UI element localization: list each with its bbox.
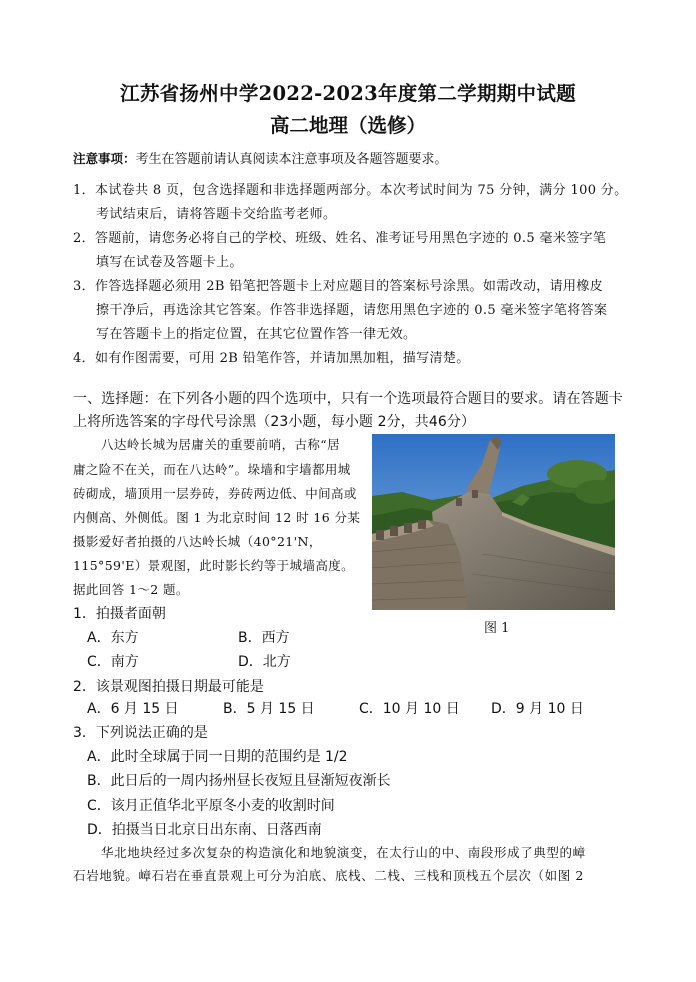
question-option: D．9 月 10 日 <box>491 701 584 717</box>
notice-line: 4．如有作图需要，可用 2B 铅笔作答，并请加黑加粗，描写清楚。 <box>73 351 470 366</box>
passage-line: 庸之险不在关，而在八达岭”。垛墙和宇墙都用城 <box>73 462 351 477</box>
notice-line: 2．答题前，请您务必将自己的学校、班级、姓名、准考证号用黑色字迹的 0.5 毫米签字笔 <box>73 231 607 246</box>
question-option: C．南方 <box>87 654 139 670</box>
passage-line: 石岩地貌。嶂石岩在垂直景观上可分为泊底、底栈、二栈、三栈和顶栈五个层次（如图 2 <box>73 868 584 883</box>
passage-line: 摄影爱好者拍摄的八达岭长城（40°21'N， <box>73 534 322 549</box>
great-wall-photo <box>372 434 615 610</box>
question-stem: 2．该景观图拍摄日期最可能是 <box>73 679 264 695</box>
exam-title: 江苏省扬州中学2022-2023年度第二学期期中试题 <box>120 82 576 105</box>
question-option: C．10 月 10 日 <box>359 701 460 717</box>
passage-line: 内侧高、外侧低。图 1 为北京时间 12 时 16 分某 <box>73 510 361 525</box>
notice-heading <box>73 148 448 167</box>
notice-line: 擦干净后，再选涂其它答案。作答非选择题，请您用黑色字迹的 0.5 毫米签字笔将答案 <box>96 303 608 318</box>
notice-intro: 考生在答题前请认真阅读本注意事项及各题答题要求。 <box>135 152 448 167</box>
question-option: B．5 月 15 日 <box>223 701 315 717</box>
notice-label: 注意事项： <box>73 151 136 166</box>
question-option: D．北方 <box>238 654 291 670</box>
question-option: A．此时全球属于同一日期的范围约是 1/2 <box>87 749 348 765</box>
question-option: A．东方 <box>87 630 139 646</box>
passage-line: 砖砌成，墙顶用一层券砖，券砖两边低、中间高或 <box>73 486 357 501</box>
question-option: D．拍摄当日北京日出东南、日落西南 <box>87 822 322 838</box>
notice-line: 1．本试卷共 8 页，包含选择题和非选择题两部分。本次考试时间为 75 分钟，满分 100 分。 <box>73 183 628 198</box>
question-option: A．6 月 15 日 <box>87 701 179 717</box>
question-stem: 1．拍摄者面朝 <box>73 606 166 622</box>
passage-line: 八达岭长城为居庸关的重要前哨，古称“居 <box>101 437 340 452</box>
exam-subtitle: 高二地理（选修） <box>269 114 426 137</box>
notice-line: 3．作答选择题必须用 2B 铅笔把答题卡上对应题目的答案标号涂黑。如需改动，请用橡皮 <box>73 279 604 294</box>
passage-line: 据此回答 1～2 题。 <box>73 582 189 597</box>
question-option: B．此日后的一周内扬州昼长夜短且昼渐短夜渐长 <box>87 773 391 789</box>
question-stem: 3．下列说法正确的是 <box>73 725 208 741</box>
passage-line: 华北地块经过多次复杂的构造演化和地貌演变，在太行山的中、南段形成了典型的嶂 <box>101 845 586 860</box>
question-option: B．西方 <box>238 630 290 646</box>
question-option: C．该月正值华北平原冬小麦的收割时间 <box>87 798 335 814</box>
notice-line: 考试结束后，请将答题卡交给监考老师。 <box>96 207 337 222</box>
notice-line: 写在答题卡上的指定位置，在其它位置作答一律无效。 <box>96 327 417 342</box>
passage-line: 115°59'E）景观图，此时影长约等于城墙高度。 <box>73 558 355 573</box>
section-heading-line: 一、选择题：在下列各小题的四个选项中，只有一个选项最符合题目的要求。请在答题卡 <box>73 391 623 407</box>
figure-caption: 图 1 <box>484 621 510 636</box>
notice-line: 填写在试卷及答题卡上。 <box>96 255 243 270</box>
section-heading-line: 上将所选答案的字母代号涂黑（23小题，每小题 2分，共46分） <box>73 414 476 430</box>
